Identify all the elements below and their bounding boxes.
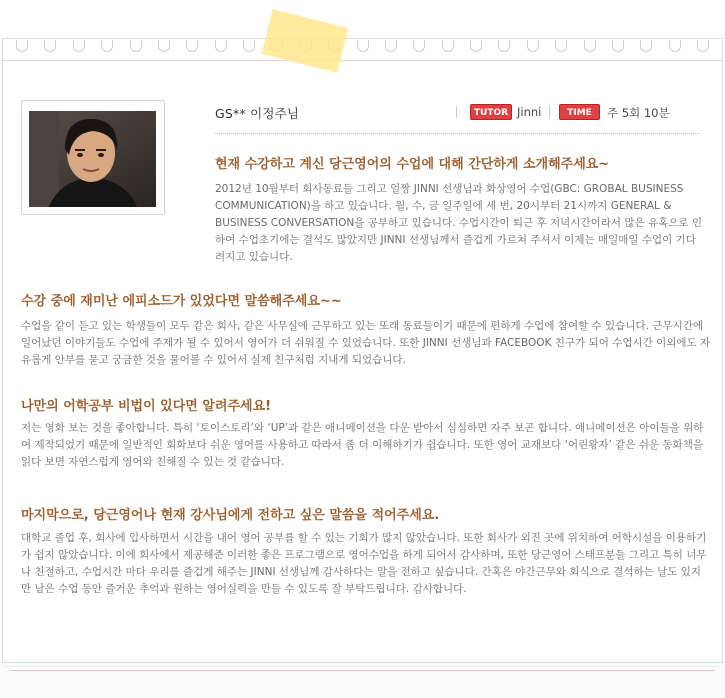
binding-hole: [16, 40, 28, 52]
binding-hole: [640, 40, 652, 52]
binding-hole: [130, 40, 142, 52]
answer-text: 수업을 같이 듣고 있는 학생들이 모두 같은 회사, 같은 사무실에 근무하고 있는 또래 동료들이기 때문에 편하게 수업에 참여할 수 있습니다. 근무시간에 일어났던 이야기들도 수업에 주제가 될 수 있어서 영어가 더 쉬워질 수 있었습니다. 또한 JINNI 선생님과 FACEBOOK 친구가 되어 수업시간 이외에도 자유롭게 안부를 묻고 궁금한 것을 물어볼 수 있어서 실제 친구처럼 지내게 되었습니다.: [21, 320, 711, 366]
tutor-badge: TUTOR: [470, 104, 512, 120]
divider: [2, 662, 723, 663]
tutor-name: Jinni: [517, 105, 542, 119]
binding-hole: [612, 40, 624, 52]
binding-hole: [584, 40, 596, 52]
binding-hole: [243, 40, 255, 52]
person-photo-icon: [29, 111, 156, 207]
question-heading: 수강 중에 재미난 에피소드가 있었다면 말씀해주세요~~: [21, 294, 342, 309]
binding-hole: [470, 40, 482, 52]
binding-hole: [385, 40, 397, 52]
binding-hole: [73, 40, 85, 52]
time-badge: TIME: [559, 104, 600, 120]
binding-hole: [215, 40, 227, 52]
divider: [10, 670, 715, 671]
binding-hole: [186, 40, 198, 52]
binding-hole: [44, 40, 56, 52]
student-name: GS** 이정주님: [215, 106, 300, 121]
binding-hole: [357, 40, 369, 52]
lesson-schedule: 주 5회 10분: [607, 106, 670, 120]
binding-hole: [498, 40, 510, 52]
answer-text: 대학교 졸업 후, 회사에 입사하면서 시간을 내어 영어 공부를 할 수 있는 기회가 많지 않았습니다. 또한 회사가 외진 곳에 위치하여 어학시설을 이용하기가 쉽지 않았습니다. 이에 회사에서 제공해준 이러한 좋은 프로그램으로 영어수업을 하게 되어서 감사하며, 또한 당근영어 스태프분들 그리고 특히 너무나 친절하고, 수업시간 마다 우리를 즐겁게 해주는 JINNI 선생님께 감사하다는 말을 전하고 싶습니다. 간혹은 야간근무와 회식으로 결석하는 날도 있지만 남은 수업 동안 즐거운 추억과 원하는 영어실력을 만들 수 있도록 잘 부탁드립니다. 감사합니다.: [21, 532, 707, 595]
binding-hole: [442, 40, 454, 52]
divider: [549, 106, 550, 118]
question-heading: 현재 수강하고 계신 당근영어의 수업에 대해 간단하게 소개해주세요~: [215, 157, 610, 172]
binding-hole: [555, 40, 567, 52]
profile-photo-frame: [21, 100, 165, 215]
profile-photo: [29, 111, 156, 207]
answer-text: 2012년 10월부터 회사동료들 그리고 얼짱 JINNI 선생님과 화상영어 수업(GBC: GROBAL BUSINESS COMMUNICATION)을 하고 있습니다. 월, 수, 금 일주일에 세 번, 20시부터 21시까지 GENERAL & BUSINESS CONVERSATION을 공부하고 있습니다. 수업시간이 퇴근 후 저녁시간이라서 많은 유혹으로 인하여 수업초기에는 결석도 많았지만 JINNI 선생님께서 즐겁게 가르쳐 주셔서 이제는 매일매일 수업이 기다려지고 있습니다.: [215, 183, 703, 263]
binding-hole: [101, 40, 113, 52]
binding-hole: [413, 40, 425, 52]
question-heading: 마지막으로, 당근영어나 현재 강사님에게 전하고 싶은 말씀을 적어주세요.: [21, 508, 440, 523]
answer-text: 저는 영화 보는 것을 좋아합니다. 특히 ‘토이스토리’와 ‘UP’과 같은 애니메이션을 다운 받아서 심심하면 자주 보곤 합니다. 애니메이션은 아이들을 위하여 제작되었기 때문에 일반적인 회화보다 쉬운 영어를 사용하고 따라서 좀 더 이해하기가 쉽습니다. 또한 영어 교재보다 ‘어린왕자’ 같은 쉬운 동화책을 읽다 보면 자연스럽게 영어와 친해질 수 있는 것 같습니다.: [21, 422, 704, 468]
divider: [456, 106, 457, 118]
binding-hole: [697, 40, 709, 52]
binding-hole: [527, 40, 539, 52]
paper-bottom-shadow: [0, 662, 725, 698]
question-heading: 나만의 어학공부 비법이 있다면 알려주세요!: [21, 399, 272, 414]
margin-rule: [2, 60, 723, 61]
dotted-divider: [215, 133, 700, 134]
binding-hole: [669, 40, 681, 52]
divider: [4, 666, 721, 667]
binding-hole: [158, 40, 170, 52]
spiral-binding: [2, 40, 723, 54]
